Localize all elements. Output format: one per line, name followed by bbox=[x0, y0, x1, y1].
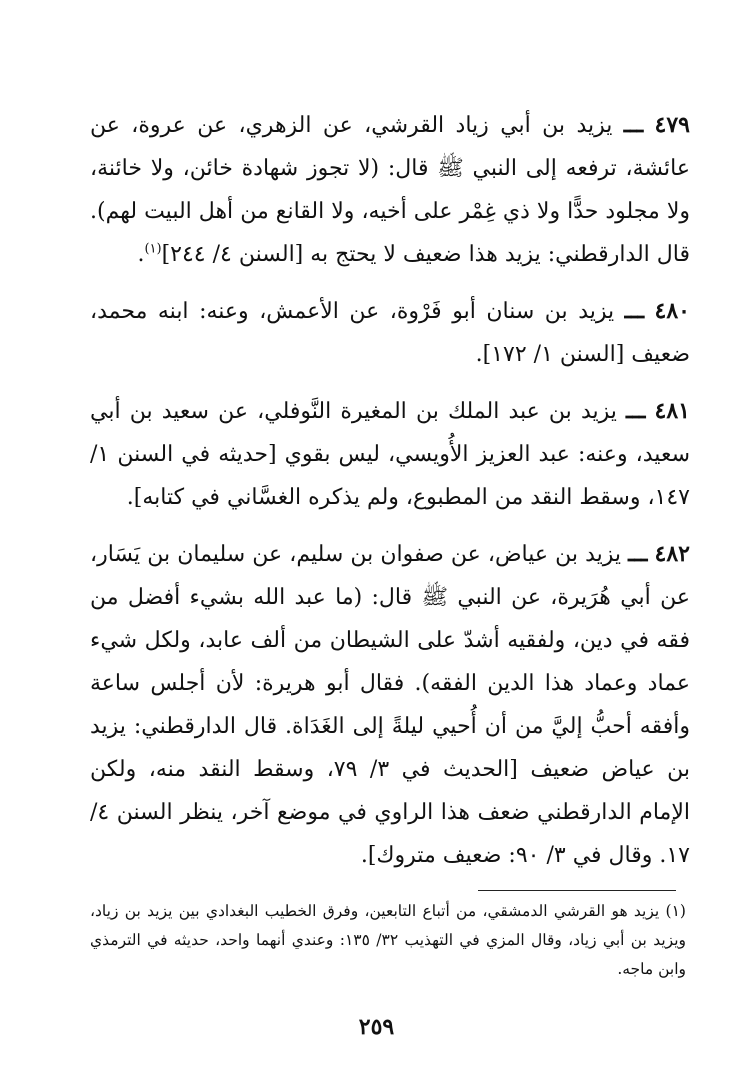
entry-number: ٤٨٠ bbox=[654, 298, 690, 324]
entry-number: ٤٧٩ bbox=[654, 112, 690, 138]
page-number: ٢٥٩ bbox=[358, 1014, 395, 1040]
entry-number: ٤٨١ bbox=[654, 398, 690, 424]
entry-dash: ـــ bbox=[628, 541, 648, 567]
entry-481 bbox=[90, 390, 690, 519]
entry-text: يزيد بن عياض، عن صفوان بن سليم، عن سليمان بن يَسَار، عن أبي هُرَيرة، عن النبي ﷺ قال: (ما عبد الله بشيء أفضل من فقه في دين، ولفقيه أشدّ على الشيطان من ألف عابد، ولكل شيء عماد وعماد هذا الدين الفقه). فقال أبو هريرة: لأن أجلس ساعة وأفقه أحبُّ إليَّ من أن أُحيي ليلةً إلى الغَدَاة. قال الدارقطني: يزيد بن عياض ضعيف [الحديث في ٣/ ٧٩، وسقط النقد منه، ولكن الإمام الدارقطني ضعف هذا الراوي في موضع آخر، ينظر السنن ٤/ ١٧. وقال في ٣/ ٩٠: ضعيف متروك]. bbox=[90, 542, 690, 868]
entry-tail: . bbox=[137, 242, 145, 267]
entry-text: يزيد بن عبد الملك بن المغيرة النَّوفلي، عن سعيد بن أبي سعيد، وعنه: عبد العزيز الأُويسي، ليس بقوي [حديثه في السنن ١/ ١٤٧، وسقط النقد من المطبوع، ولم يذكره الغسَّاني في كتابه]. bbox=[90, 399, 690, 510]
footnote-divider bbox=[478, 890, 676, 891]
footnote-marker: (١) bbox=[144, 241, 162, 257]
footnote-text: يزيد هو القرشي الدمشقي، من أتباع التابعين، وفرق الخطيب البغدادي بين يزيد بن زياد، ويزيد بن أبي زياد، وقال المزي في التهذيب ٣٢/ ١٣٥: وعندي أنهما واحد، حديثه في الترمذي وابن ماجه. bbox=[90, 902, 686, 978]
footnote bbox=[90, 897, 686, 984]
entry-480 bbox=[90, 290, 690, 376]
entry-dash: ـــ bbox=[626, 398, 646, 424]
entry-479 bbox=[90, 104, 690, 276]
entry-text: يزيد بن سنان أبو فَرْوة، عن الأعمش، وعنه: ابنه محمد، ضعيف [السنن ١/ ١٧٢]. bbox=[90, 299, 690, 367]
main-text bbox=[90, 104, 690, 891]
entry-text: يزيد بن أبي زياد القرشي، عن الزهري، عن عروة، عن عائشة، ترفعه إلى النبي ﷺ قال: (لا تجوز شهادة خائن، ولا خائنة، ولا مجلود حدًّا ولا ذي غِمْر على أخيه، ولا القانع من أهل البيت لهم). قال الدارقطني: يزيد هذا ضعيف لا يحتج به [السنن ٤/ ٢٤٤] bbox=[90, 113, 690, 267]
entry-482 bbox=[90, 533, 690, 877]
entry-dash: ـــ bbox=[623, 112, 644, 138]
footnote-number: (١) bbox=[665, 902, 686, 920]
entry-number: ٤٨٢ bbox=[654, 541, 690, 567]
entry-dash: ـــ bbox=[624, 298, 645, 324]
